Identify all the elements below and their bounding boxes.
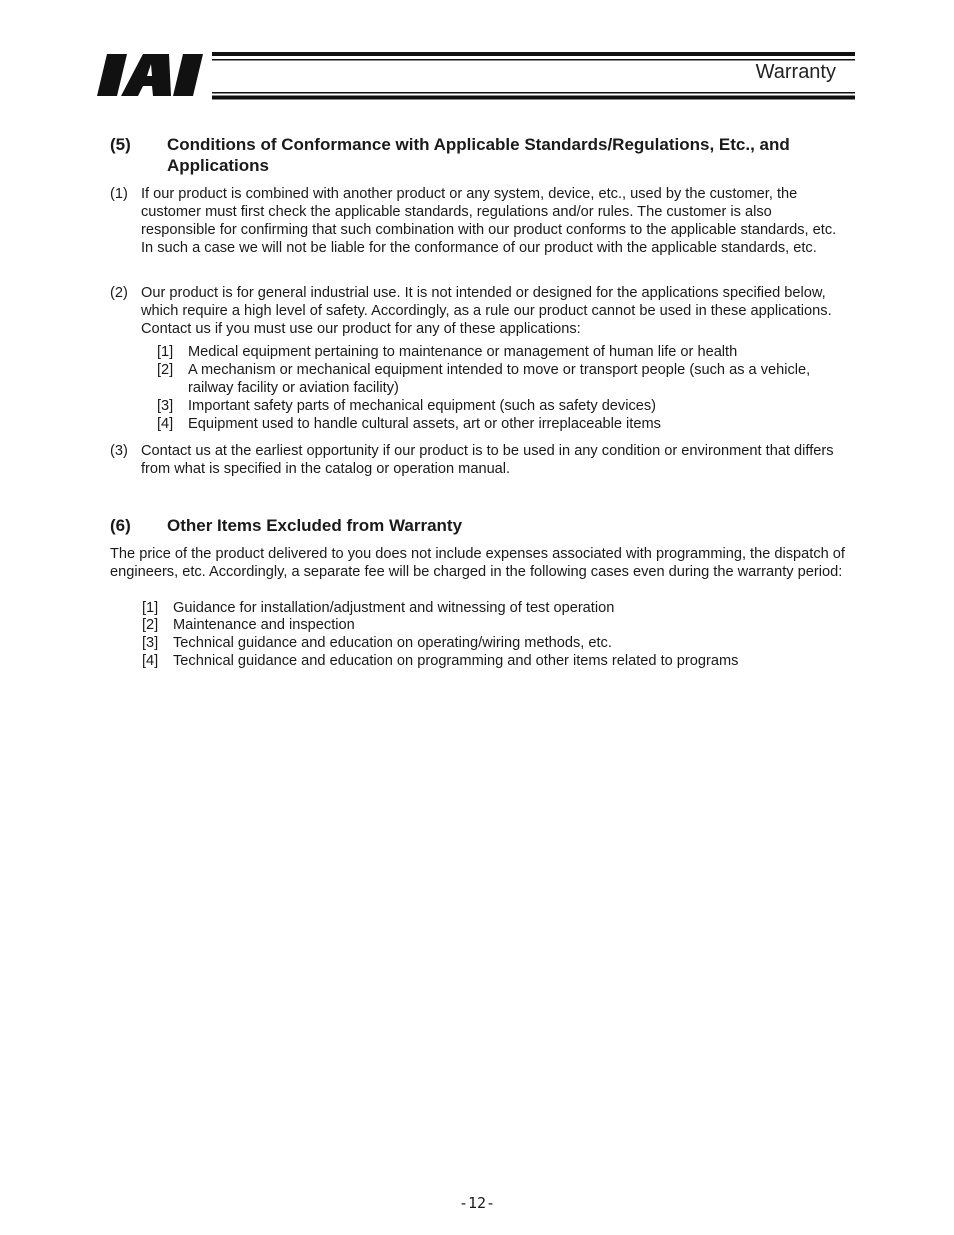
sub-item-number: [3] xyxy=(142,635,159,651)
sub-item-text: Medical equipment pertaining to maintenance or management of human life or health xyxy=(188,344,738,360)
sub-list-item xyxy=(157,415,817,433)
sub-item-text: A mechanism or mechanical equipment intended to move or transport people (such as a vehicle, railway facility or aviation facility) xyxy=(188,362,811,396)
sub-item-number: [1] xyxy=(157,344,174,360)
sub-list-item xyxy=(157,361,817,397)
item-text: Our product is for general industrial use. It is not intended or designed for the applications specified below, which require a high level of safety. Accordingly, as a rule our product cannot be used in these applications. Contact us if you must use our product for any of these applications: xyxy=(141,285,832,337)
sub-item-text: Guidance for installation/adjustment and witnessing of test operation xyxy=(173,600,615,616)
list-item xyxy=(110,185,850,257)
page-title: Warranty xyxy=(755,61,836,83)
sub-item-number: [3] xyxy=(157,398,174,414)
section-5-heading xyxy=(110,134,850,178)
sub-list-item xyxy=(142,599,822,617)
section-number: (6) xyxy=(110,516,131,535)
page-number: -12- xyxy=(458,1194,496,1212)
section-6-heading xyxy=(110,515,850,537)
item-number: (2) xyxy=(110,285,128,301)
sub-list-item xyxy=(142,634,822,652)
section-title: Other Items Excluded from Warranty xyxy=(167,516,463,535)
section-number: (5) xyxy=(110,135,131,154)
sub-item-text: Equipment used to handle cultural assets, art or other irreplaceable items xyxy=(188,416,661,432)
list-item xyxy=(110,284,850,338)
sub-item-text: Technical guidance and education on programming and other items related to programs xyxy=(173,653,739,669)
item-text: Contact us at the earliest opportunity if our product is to be used in any condition or environment that differs from what is specified in the catalog or operation manual. xyxy=(141,443,834,477)
list-item xyxy=(110,442,850,478)
section-intro: The price of the product delivered to you does not include expenses associated with programming, the dispatch of engineers, etc. Accordingly, a separate fee will be charged in the following cases even during the warranty period: xyxy=(110,546,845,580)
item-text: If our product is combined with another product or any system, device, etc., used by the customer, the customer must first check the applicable standards, regulations and/or rules. The customer is also responsible for confirming that such combination with our product conforms to the applicable standards, etc. In such a case we will not be liable for the conformance of our product with the applicable standards, etc. xyxy=(141,186,837,256)
sub-list-item xyxy=(157,343,817,361)
sub-list-item xyxy=(157,397,817,415)
sub-list-item xyxy=(142,652,822,670)
sub-list-item xyxy=(142,616,822,634)
item-number: (1) xyxy=(110,186,128,202)
sub-item-number: [4] xyxy=(157,416,174,432)
sub-item-text: Maintenance and inspection xyxy=(173,617,355,633)
sub-item-text: Technical guidance and education on operating/wiring methods, etc. xyxy=(173,635,612,651)
sub-item-number: [4] xyxy=(142,653,159,669)
sub-item-number: [1] xyxy=(142,600,159,616)
sub-item-number: [2] xyxy=(157,362,174,378)
sub-item-number: [2] xyxy=(142,617,159,633)
item-number: (3) xyxy=(110,443,128,459)
iai-logo xyxy=(97,50,219,100)
sub-item-text: Important safety parts of mechanical equipment (such as safety devices) xyxy=(188,398,657,414)
section-title: Conditions of Conformance with Applicable Standards/Regulations, Etc., and Applications xyxy=(167,135,790,175)
